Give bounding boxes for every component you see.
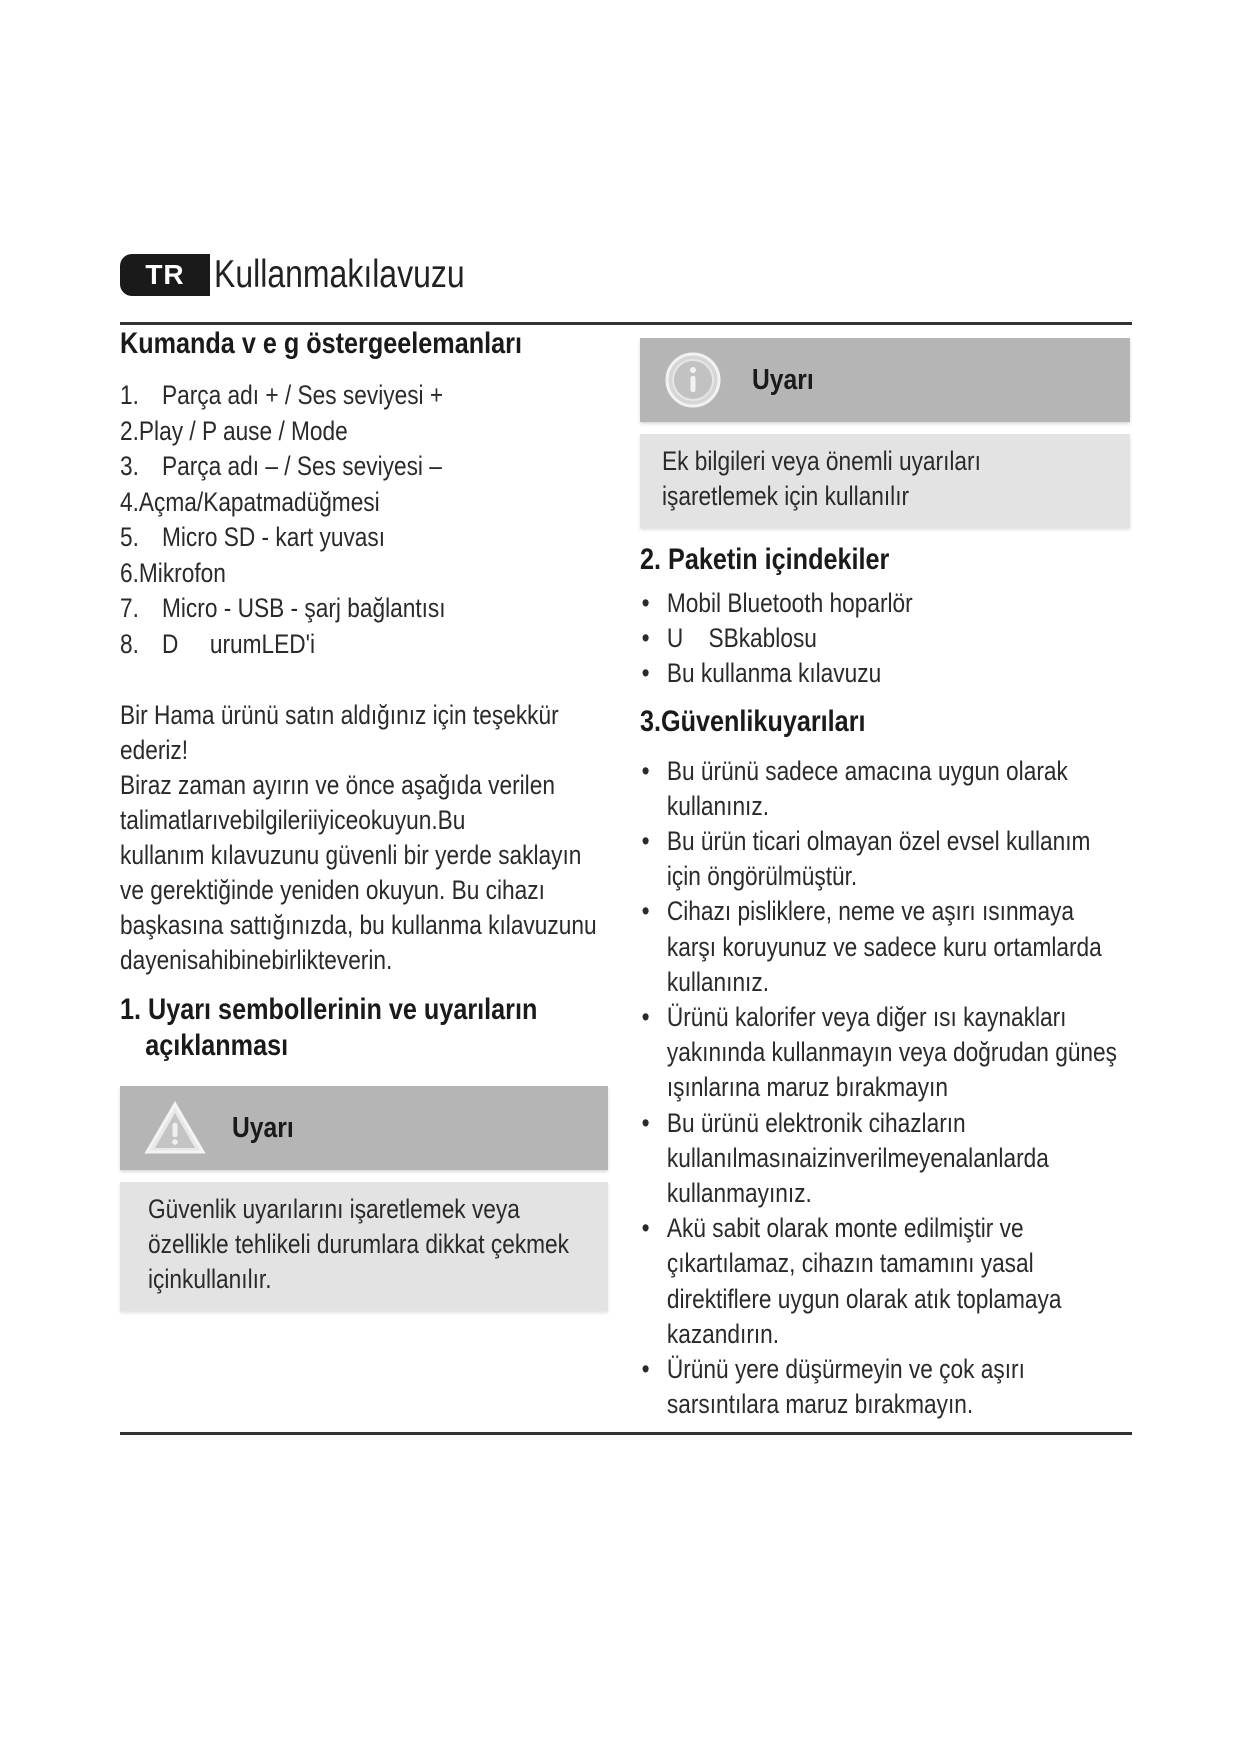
safety-list [640,754,1118,1423]
control-item: 4.Açma/Kapatmadüğmesi [120,486,380,517]
control-item: 5. Micro SD - kart yuvası [120,522,386,552]
warning-box [120,1086,608,1311]
document-title: Kullanmakılavuzu [214,253,465,296]
control-item: 6.Mikrofon [120,557,226,588]
list-item: • Ürünü yere düşürmeyin ve çok aşırı sarsıntılara maruz bırakmayın. [641,1354,1025,1420]
warning-triangle-icon [144,1101,206,1155]
intro-paragraph: Bir Hama ürünü satın aldığınız için teşekkür ederiz! Biraz zaman ayırın ve önce aşağıda verilen talimatlarıvebilgileriiyiceokuyun.Bu kullanım kılavuzunu güvenli bir yerde saklayın ve gerektiğinde yeniden okuyun. Bu cihazı başkasına sattığınızda, bu kullanma kılavuzunu dayenisahibinebirlikteverin. [120,700,597,975]
section3-title: 3.Güvenlikuyarıları [640,704,866,738]
control-item: 3. Parça adı – / Ses seviyesi – [120,451,442,481]
info-circle-icon [664,351,722,409]
list-item: • Mobil Bluetooth hoparlör [641,588,913,618]
list-item: • U SBkablosu [641,623,817,654]
list-item: • Ürünü kalorifer veya diğer ısı kaynakları yakınında kullanmayın veya doğrudan güneş ışınlarına maruz bırakmayın [641,1002,1118,1103]
controls-list [120,378,532,662]
language-badge: TR [120,254,210,296]
top-divider [120,322,1132,325]
list-item: • Bu ürün ticari olmayan özel evsel kullanım için öngörülmüştür. [641,826,1091,892]
bottom-divider [120,1432,1132,1435]
control-item: 1. Parça adı + / Ses seviyesi + [120,380,444,410]
controls-title: Kumanda v e g östergeelemanları [120,327,522,360]
info-box-body: Ek bilgileri veya önemli uyarıları işaretlemek için kullanılır [640,434,1130,528]
list-item: • Bu ürünü sadece amacına uygun olarak kullanınız. [641,755,1068,821]
left-column [120,326,610,1294]
section2-title: 2. Paketin içindekiler [640,543,890,576]
page-header [120,250,520,300]
warning-box-body: Güvenlik uyarılarını işaretlemek veya özellikle tehlikeli durumlara dikkat çekmek içinkullanılır. [120,1182,608,1311]
warning-box-header [120,1086,608,1170]
list-item: • Bu ürünü elektronik cihazların kullanılmasınaizinverilmeyenalanlarda kullanmayınız. [641,1107,1049,1209]
info-box-label: Uyarı [752,363,814,396]
list-item: • Akü sabit olarak monte edilmiştir ve çıkartılamaz, cihazın tamamını yasal direktiflere uygun olarak atık toplamaya kazandırın. [641,1213,1062,1349]
control-item: 2.Play / P ause / Mode [120,415,348,446]
list-item: • Cihazı pisliklere, neme ve aşırı ısınmaya karşı koruyunuz ve sadece kuru ortamlarda kullanınız. [641,896,1102,997]
info-box [640,338,1130,528]
section1-heading: 1. Uyarı sembollerinin ve uyarıların açıklanması [120,993,538,1062]
list-item: • Bu kullanma kılavuzu [641,658,882,689]
info-box-header [640,338,1130,422]
control-item: 7. Micro - USB - şarj bağlantısı [120,593,446,623]
right-column [640,338,1132,1422]
warning-box-label: Uyarı [232,1111,294,1144]
control-item: 8. D urumLED'i [120,628,316,659]
package-contents-list [640,586,1053,692]
